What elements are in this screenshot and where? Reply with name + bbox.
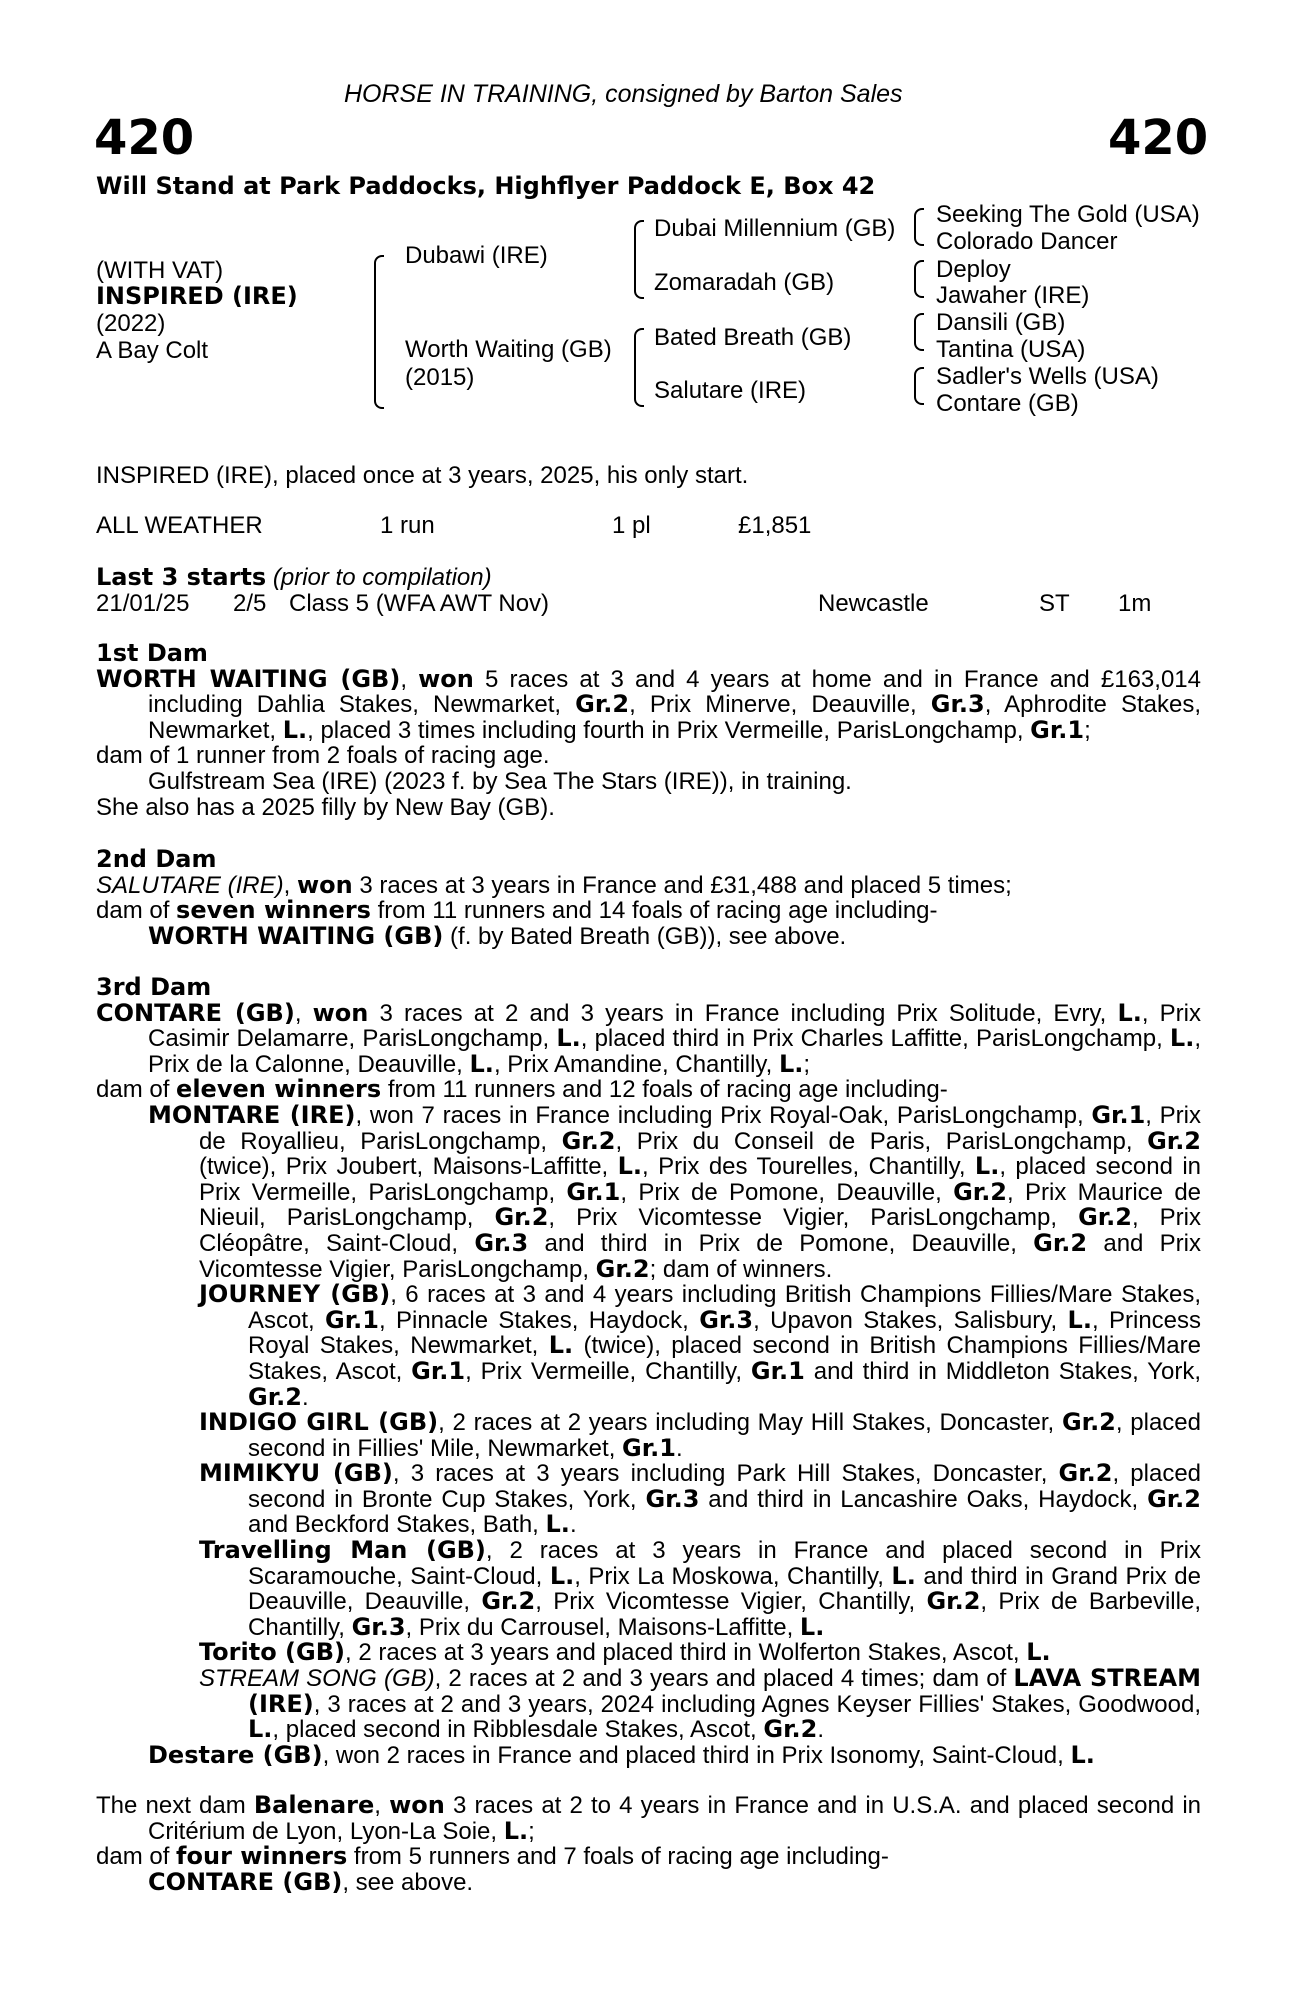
text: , Prix des Tourelles, Chantilly,: [642, 1153, 975, 1181]
pedigree-sire-sire: Dubai Millennium (GB): [654, 215, 896, 242]
grade: L.: [469, 1049, 494, 1078]
grade: Gr.2: [575, 690, 630, 719]
pedigree-brace-dam: [634, 328, 644, 407]
progeny-travelling-man: [96, 1538, 1201, 1640]
text: from 5 runners and 7 foals of racing age including-: [347, 1843, 889, 1871]
grade: Gr.3: [930, 690, 985, 719]
next-dam-name: Balenare: [253, 1791, 375, 1819]
second-dam-progeny: [96, 921, 1201, 950]
grade: Gr.1: [622, 1433, 676, 1462]
text: , 2 races at 2 years including May Hill Stakes, Doncaster,: [438, 1409, 1062, 1437]
text: ;: [1084, 716, 1091, 744]
third-dam-heading: 3rd Dam: [96, 973, 212, 1001]
text: , won 2 races in France and placed third in Prix Isonomy, Saint-Cloud,: [322, 1741, 1071, 1769]
text: .: [301, 1383, 309, 1411]
grade: Gr.2: [1078, 1203, 1132, 1232]
third-dam-won: won: [312, 998, 369, 1027]
text: .: [569, 1511, 577, 1539]
text: , 6 races at 3 and 4 years including British Champions Fillies/Mare Stakes, Ascot,: [248, 1281, 1201, 1334]
text: , placed third in Prix Charles Laffitte, ParisLongchamp,: [580, 1025, 1170, 1053]
text: and third in Middleton Stakes, York,: [804, 1357, 1201, 1385]
text: from 11 runners and 14 foals of racing age including-: [370, 897, 938, 925]
second-dam-won: won: [296, 870, 353, 899]
progeny-torito: [96, 1640, 1201, 1666]
pedigree-dam-sire: Bated Breath (GB): [654, 324, 852, 351]
horse-year: (2022): [96, 310, 166, 337]
grade: L.: [1026, 1638, 1051, 1667]
pedigree-brace-main: [374, 255, 384, 409]
progeny-name: Torito (GB): [199, 1638, 345, 1667]
second-dam-dam-of: [96, 898, 1201, 924]
vat-note: (WITH VAT): [96, 257, 224, 284]
last-starts-heading: [96, 563, 492, 592]
progeny-name: STREAM SONG (GB): [199, 1665, 435, 1693]
text: and Beckford Stakes, Bath,: [248, 1511, 546, 1539]
grade: Gr.2: [561, 1126, 616, 1155]
text: , placed 3 times including fourth in Prix Vermeille, ParisLongchamp,: [307, 716, 1031, 744]
grade: L.: [891, 1561, 916, 1590]
text: (f. by Bated Breath (GB)), see above.: [443, 922, 847, 950]
first-dam-foal: Gulfstream Sea (IRE) (2023 f. by Sea The Stars (IRE)), in training.: [148, 767, 852, 795]
pedigree-dds: Sadler's Wells (USA): [936, 363, 1159, 390]
text: , Aphrodite Stakes, Newmarket,: [148, 691, 1202, 744]
grade: L.: [282, 715, 308, 744]
next-dam-dam-of: [96, 1844, 1201, 1870]
grade: Gr.2: [1147, 1126, 1202, 1155]
second-dam-winners: seven winners: [176, 896, 371, 925]
text: , Prix du Carrousel, Maisons-Laffitte,: [405, 1613, 800, 1641]
text: , Princess Royal Stakes, Newmarket,: [248, 1306, 1202, 1360]
grade: Gr.3: [699, 1305, 754, 1334]
text: , Prix du Conseil de Paris, ParisLongchamp,: [615, 1127, 1148, 1155]
grade: Gr.2: [1147, 1484, 1201, 1513]
grade: L.: [1169, 1024, 1195, 1053]
text: , 3 races at 2 and 3 years, 2024 including Agnes Keyser Fillies' Stakes, Goodwood,: [313, 1690, 1201, 1718]
grade: L.: [1067, 1305, 1092, 1334]
record-runs: 1 run: [380, 512, 435, 539]
text: , Prix La Moskowa, Chantilly,: [574, 1562, 892, 1590]
second-dam-name: SALUTARE (IRE): [96, 871, 284, 899]
text: 5 races at 3 and 4 years at home and in France and £163,014 including Dahlia Stakes, Newmarket,: [148, 665, 1201, 719]
start-race: Class 5 (WFA AWT Nov): [289, 590, 550, 617]
horse-description: A Bay Colt: [96, 337, 209, 364]
grade: Gr.3: [351, 1612, 406, 1641]
text: , Prix Vermeille, Chantilly,: [465, 1357, 751, 1385]
pedigree-brace-sire: [634, 220, 644, 299]
lot-number-right: 420: [1108, 110, 1209, 166]
next-dam-winners: four winners: [176, 1842, 348, 1871]
progeny-name: MIMIKYU (GB): [199, 1459, 393, 1488]
grade: Gr.3: [645, 1484, 700, 1513]
text: ,: [294, 999, 313, 1027]
start-course: Newcastle: [818, 590, 929, 617]
text: .: [675, 1434, 683, 1462]
text: , Prix de Pomone, Deauville,: [620, 1178, 954, 1206]
last-starts-title: Last 3 starts: [96, 563, 267, 591]
progeny-name: CONTARE (GB): [148, 1867, 343, 1896]
grade: Gr.2: [595, 1254, 650, 1283]
grade: Gr.1: [1030, 715, 1085, 744]
text: ; dam of winners.: [649, 1255, 833, 1283]
grade: L.: [617, 1152, 643, 1181]
next-dam-section: [96, 1793, 1201, 1895]
text: dam of: [96, 897, 177, 925]
pedigree-dam-dam: Salutare (IRE): [654, 377, 807, 404]
first-dam-heading: 1st Dam: [96, 639, 208, 667]
pedigree-sdd: Jawaher (IRE): [936, 282, 1090, 309]
next-dam-progeny: [96, 1867, 1201, 1896]
text: ,: [283, 871, 297, 899]
grade: Gr.1: [1091, 1100, 1146, 1129]
pedigree-dsd: Tantina (USA): [936, 336, 1086, 363]
pedigree-sss: Seeking The Gold (USA): [936, 201, 1200, 228]
text: , Prix Casimir Delamarre, ParisLongchamp,: [148, 999, 1202, 1053]
progeny-journey: [96, 1282, 1201, 1410]
third-dam-name: CONTARE (GB): [96, 998, 295, 1027]
grade: Gr.2: [1061, 1408, 1116, 1437]
third-dam-winners: eleven winners: [176, 1075, 382, 1104]
text: from 11 runners and 12 foals of racing age including-: [381, 1076, 948, 1104]
grade: L.: [556, 1024, 581, 1053]
grade: Gr.2: [248, 1382, 302, 1411]
text: ;: [803, 1050, 811, 1078]
progeny-indigo-girl: [96, 1410, 1201, 1461]
grade: Gr.2: [494, 1203, 549, 1232]
last-starts-note: (prior to compilation): [272, 564, 492, 591]
text: dam of: [96, 1843, 177, 1871]
location-line: Will Stand at Park Paddocks, Highflyer Paddock E, Box 42: [96, 172, 876, 200]
first-dam-also: She also has a 2025 filly by New Bay (GB).: [96, 793, 555, 821]
grade: Gr.1: [411, 1356, 466, 1385]
text: , Prix Vicomtesse Vigier, ParisLongchamp,: [548, 1204, 1079, 1232]
text: 3 races at 2 and 3 years in France including Prix Solitude, Evry,: [368, 999, 1118, 1027]
text: , Prix Minerve, Deauville,: [629, 691, 931, 719]
pedigree-ssd: Colorado Dancer: [936, 228, 1118, 255]
third-dam-section: [96, 975, 1201, 1768]
first-dam-name: WORTH WAITING (GB): [96, 664, 401, 693]
lot-number-left: 420: [94, 110, 195, 166]
text: , 3 races at 3 years including Park Hill Stakes, Doncaster,: [392, 1460, 1059, 1488]
grade: L.: [545, 1510, 570, 1539]
pedigree-brace-dd: [914, 367, 924, 405]
text: , placed second in Bronte Cup Stakes, York,: [248, 1460, 1202, 1513]
progeny-montare: [96, 1100, 1202, 1283]
progeny-name: Destare (GB): [148, 1740, 323, 1769]
text: , Pinnacle Stakes, Haydock,: [378, 1306, 700, 1334]
progeny-name: WORTH WAITING (GB): [148, 921, 444, 950]
text: , Prix Vicomtesse Vigier, Chantilly,: [535, 1588, 927, 1616]
text: The next dam: [96, 1792, 254, 1819]
text: , see above.: [342, 1868, 474, 1896]
horse-name: INSPIRED (IRE): [96, 282, 298, 310]
text: , Prix de la Calonne, Deauville,: [148, 1025, 1202, 1078]
text: , won 7 races in France including Prix Royal-Oak, ParisLongchamp,: [355, 1101, 1092, 1129]
progeny-mimikyu: [96, 1461, 1201, 1538]
lava-stream-name: LAVA STREAM (IRE): [248, 1664, 1201, 1718]
text: , Upavon Stakes, Salisbury,: [753, 1306, 1068, 1334]
grade: Gr.2: [926, 1587, 981, 1616]
third-dam-paragraph: [96, 998, 1202, 1078]
text: , placed second in Fillies' Mile, Newmarket,: [248, 1409, 1201, 1462]
next-dam-won: won: [389, 1791, 445, 1819]
text: and third in Grand Prix de Deauville, Deauville,: [248, 1562, 1201, 1616]
text: (twice), Prix Joubert, Maisons-Laffitte,: [199, 1153, 618, 1181]
text: , 2 races at 2 and 3 years and placed 4 times; dam of: [434, 1665, 1014, 1693]
text: ;: [528, 1817, 535, 1845]
pedigree-brace-ds: [914, 313, 924, 351]
grade: L.: [248, 1715, 273, 1744]
grade: Gr.2: [953, 1177, 1008, 1206]
pedigree-ddd: Contare (GB): [936, 390, 1079, 417]
second-dam-heading: 2nd Dam: [96, 845, 217, 873]
pedigree-brace-sd: [914, 260, 924, 298]
next-dam-paragraph: [96, 1793, 1201, 1844]
pedigree-dam: Worth Waiting (GB): [405, 336, 612, 363]
pedigree-sds: Deploy: [936, 256, 1011, 283]
start-date: 21/01/25: [96, 590, 190, 617]
record-earnings: £1,851: [738, 512, 812, 539]
grade: Gr.3: [474, 1228, 529, 1257]
first-dam-section: [96, 641, 1201, 820]
progeny-name: Travelling Man (GB): [199, 1536, 486, 1565]
text: , Prix de Royallieu, ParisLongchamp,: [199, 1101, 1201, 1155]
text: , Prix Amandine, Chantilly,: [493, 1050, 779, 1078]
progeny-name: INDIGO GIRL (GB): [199, 1408, 439, 1437]
race-summary: INSPIRED (IRE), placed once at 3 years, 2025, his only start.: [96, 462, 749, 489]
third-dam-dam-of: [96, 1077, 1201, 1103]
start-going: ST: [1039, 590, 1070, 617]
pedigree-brace-ss: [914, 208, 924, 246]
text: ,: [374, 1792, 390, 1819]
grade: Gr.1: [750, 1356, 805, 1385]
text: .: [817, 1716, 824, 1744]
record-placings: 1 pl: [612, 512, 651, 539]
text: (twice), placed second in British Champions Fillies/Mare Stakes, Ascot,: [248, 1332, 1201, 1385]
progeny-destare: [96, 1740, 1201, 1769]
first-dam-paragraph: WORTH WAITING (GB), won 5 races at 3 and 4 years at home and in France and £163,014 including Dahlia Stakes, Newmarket, Gr.2, Prix Minerve, Deauville, Gr.3, Aphrodite Stakes, Newmarket, L., placed 3 times including fourth in Prix Vermeille, ParisLongchamp, Gr.1;: [96, 664, 1202, 744]
text: , 2 races at 3 years in France and placed second in Prix Scaramouche, Saint-Cloud,: [248, 1537, 1202, 1590]
grade: L.: [1117, 998, 1142, 1027]
start-distance: 1m: [1118, 590, 1152, 617]
grade: L.: [548, 1331, 574, 1360]
pedigree-dss: Dansili (GB): [936, 309, 1066, 336]
text: and third in Prix de Pomone, Deauville,: [528, 1229, 1034, 1257]
progeny-stream-song: [96, 1666, 1201, 1743]
text: , placed second in Ribblesdale Stakes, Ascot,: [272, 1716, 764, 1744]
grade: L.: [799, 1612, 825, 1641]
text: , placed second in Prix Vermeille, ParisLongchamp,: [199, 1153, 1201, 1206]
grade: L.: [549, 1561, 575, 1590]
grade: Gr.2: [763, 1715, 818, 1744]
grade: L.: [778, 1049, 804, 1078]
grade: Gr.1: [325, 1305, 379, 1334]
second-dam-section: [96, 847, 1201, 949]
pedigree-sire-dam: Zomaradah (GB): [654, 269, 835, 296]
progeny-name: MONTARE (IRE): [148, 1100, 356, 1129]
text: , 2 races at 3 years and placed third in Wolferton Stakes, Ascot,: [344, 1639, 1027, 1667]
second-dam-paragraph: [96, 870, 1201, 899]
text: 3 races at 2 to 4 years in France and in U.S.A. and placed second in Critérium de Lyon, Lyon-La Soie,: [148, 1792, 1202, 1845]
first-dam-won: won: [418, 664, 474, 693]
grade: Gr.2: [1033, 1228, 1088, 1257]
record-surface: ALL WEATHER: [96, 512, 263, 539]
grade: Gr.2: [1058, 1459, 1113, 1488]
pedigree-sire: Dubawi (IRE): [405, 242, 548, 269]
progeny-name: JOURNEY (GB): [199, 1280, 391, 1309]
grade: Gr.2: [481, 1587, 536, 1616]
text: , Prix de Barbeville, Chantilly,: [248, 1588, 1201, 1641]
consignment-header: HORSE IN TRAINING, consigned by Barton Sales: [344, 80, 903, 108]
grade: L.: [1070, 1740, 1095, 1769]
pedigree-dam-year: (2015): [405, 364, 475, 391]
first-dam-dam-of: dam of 1 runner from 2 foals of racing age.: [96, 742, 550, 770]
text: 3 races at 3 years in France and £31,488 and placed 5 times;: [352, 871, 1012, 899]
text: and Prix Vicomtesse Vigier, ParisLongchamp,: [199, 1229, 1201, 1283]
text: , Prix Maurice de Nieuil, ParisLongchamp,: [199, 1178, 1202, 1232]
text: dam of: [96, 1076, 177, 1104]
grade: Gr.1: [566, 1177, 621, 1206]
text: , Prix Cléopâtre, Saint-Cloud,: [199, 1204, 1201, 1257]
grade: L.: [974, 1152, 1000, 1181]
start-position: 2/5: [233, 590, 267, 617]
text: and third in Lancashire Oaks, Haydock,: [699, 1485, 1148, 1513]
grade: L.: [503, 1816, 529, 1845]
